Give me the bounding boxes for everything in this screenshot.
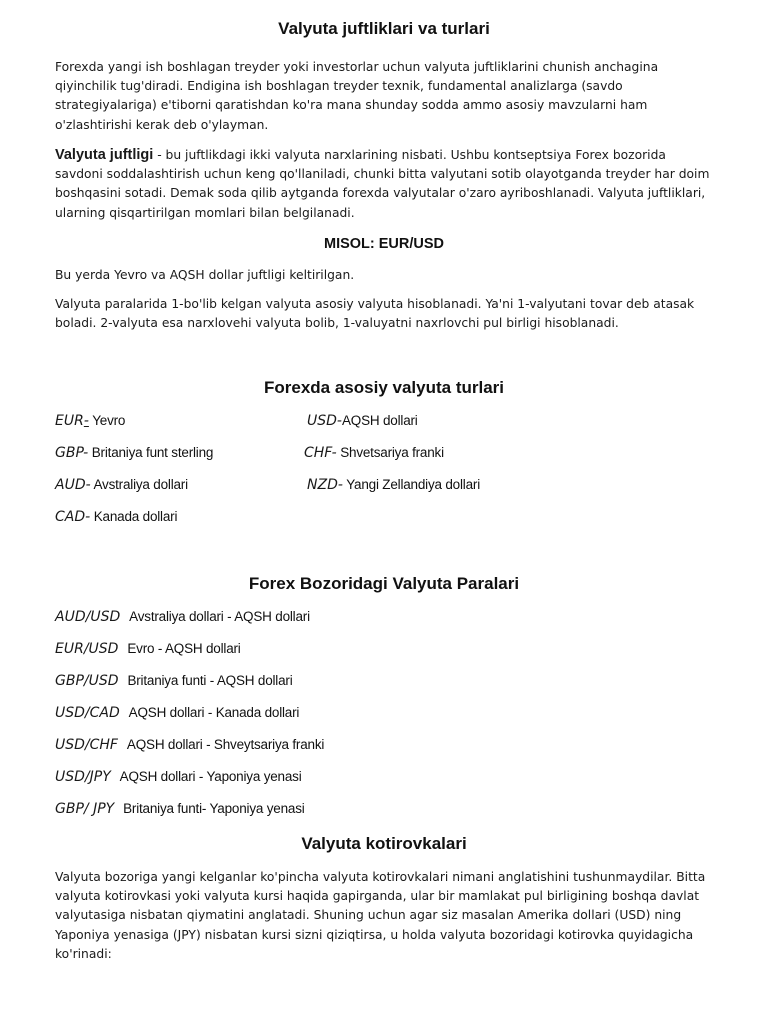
- pair-name: Britaniya funti- Yaponiya yenasi: [123, 801, 305, 816]
- page-title: Valyuta juftliklari va turlari: [278, 19, 490, 38]
- currency-pair-item: [55, 609, 310, 625]
- example-heading: MISOL: EUR/USD: [323, 236, 445, 252]
- currency-pair-item: [55, 737, 324, 753]
- currency-type-item: [307, 477, 480, 493]
- pair-code: EUR/USD: [55, 641, 119, 657]
- currency-type-item: [55, 509, 177, 525]
- quotes-paragraph: Valyuta bozoriga yangi kelganlar ko'pincha valyuta kotirovkalari nimani anglatishini tushunmaydilar. Bitta valyuta kotirovkasi yoki valyuta kursi haqida gapirganda, ular bir mamlakat pul birligining boshqa davlat valyutasiga nisbatan qiymatini anglatadi. Shuning uchun agar siz masalan Amerika dollari (USD) ning Yaponiya yenasiga (JPY) nisbatan kursi sizni qiziqtirsa, u holda valyuta bozoridagi kotirovka quyidagicha ko'rinadi:: [55, 870, 706, 961]
- currency-type-item: [55, 477, 188, 493]
- section-heading-currency-pairs: Forex Bozoridagi Valyuta Paralari: [248, 574, 520, 593]
- currency-pair-item: [55, 705, 299, 721]
- pair-name: Avstraliya dollari - AQSH dollari: [129, 609, 310, 624]
- currency-code: GBP-: [55, 445, 89, 461]
- currency-code: CAD-: [55, 509, 91, 525]
- pair-code: USD/CHF: [55, 737, 118, 753]
- definition-paragraph: [55, 146, 715, 223]
- currency-type-item: [55, 445, 213, 461]
- currency-name: Yevro: [88, 413, 126, 428]
- pair-name: AQSH dollari - Shveytsariya franki: [126, 737, 325, 752]
- currency-pair-item: [55, 673, 293, 689]
- currency-pair-item: [55, 641, 241, 657]
- example-text-1: Bu yerda Yevro va AQSH dollar juftligi keltirilgan.: [55, 268, 355, 282]
- currency-type-item: [307, 413, 418, 429]
- currency-code: CHF-: [304, 445, 337, 461]
- pair-code: GBP/USD: [55, 673, 119, 689]
- currency-name: Britaniya funt sterling: [88, 445, 214, 460]
- pair-name: AQSH dollari - Yaponiya yenasi: [119, 769, 302, 784]
- section-heading-currency-quotes: Valyuta kotirovkalari: [301, 834, 467, 853]
- pair-name: Britaniya funti - AQSH dollari: [127, 673, 293, 688]
- pair-code: USD/JPY: [55, 769, 111, 785]
- currency-pair-item: [55, 769, 302, 785]
- currency-code: USD-: [307, 413, 342, 429]
- pair-name: Evro - AQSH dollari: [127, 641, 241, 656]
- currency-code: AUD-: [55, 477, 91, 493]
- pair-code: AUD/USD: [55, 609, 121, 625]
- currency-name: AQSH dollari: [341, 413, 418, 428]
- currency-code: EUR-: [55, 413, 89, 429]
- section-heading-currency-types: Forexda asosiy valyuta turlari: [264, 378, 504, 397]
- example-text-2: Valyuta paralarida 1-bo'lib kelgan valyuta asosiy valyuta hisoblanadi. Ya'ni 1-valyutani tovar deb atasak boladi. 2-valyuta esa narxlovehi valyuta bolib, 1-valuyatni naxrlovchi pul birligi hisoblanadi.: [55, 297, 695, 331]
- definition-term: Valyuta juftligi: [55, 147, 154, 163]
- intro-paragraph: Forexda yangi ish boshlagan treyder yoki investorlar uchun valyuta juftliklarini chunish anchagina qiyinchilik tug'diradi. Endigina ish boshlagan treyder texnik, fundamental analizlarga (savdo strategiyalariga) e'tiborni qaratishdan ko'ra mana shunday sodda ammo asosiy mavzularni ham o'zlashtirishi kerak deb o'ylayman.: [55, 60, 659, 132]
- pair-code: GBP/ JPY: [55, 801, 115, 817]
- currency-name: Shvetsariya franki: [336, 445, 444, 460]
- currency-pair-item: [55, 801, 305, 817]
- pair-name: AQSH dollari - Kanada dollari: [128, 705, 300, 720]
- currency-name: Yangi Zellandiya dollari: [342, 477, 480, 492]
- currency-name: Kanada dollari: [90, 509, 178, 524]
- pair-code: USD/CAD: [55, 705, 120, 721]
- definition-text: - bu juftlikdagi ikki valyuta narxlarining nisbati. Ushbu kontseptsiya Forex bozorida savdoni soddalashtirish uchun keng qo'llaniladi, chunki bitta valyutani sotib olayotganda treyder har doim boshqasini sotadi. Demak soda qilib aytganda forexda valyutalar o'zaro ayriboshlanadi. Valyuta juftliklari, ularning qisqartirilgan momlari bilan belgilanadi.: [55, 148, 710, 220]
- currency-type-item: [55, 413, 125, 429]
- currency-type-item: [304, 445, 444, 461]
- currency-name: Avstraliya dollari: [90, 477, 188, 492]
- currency-code: NZD-: [307, 477, 343, 493]
